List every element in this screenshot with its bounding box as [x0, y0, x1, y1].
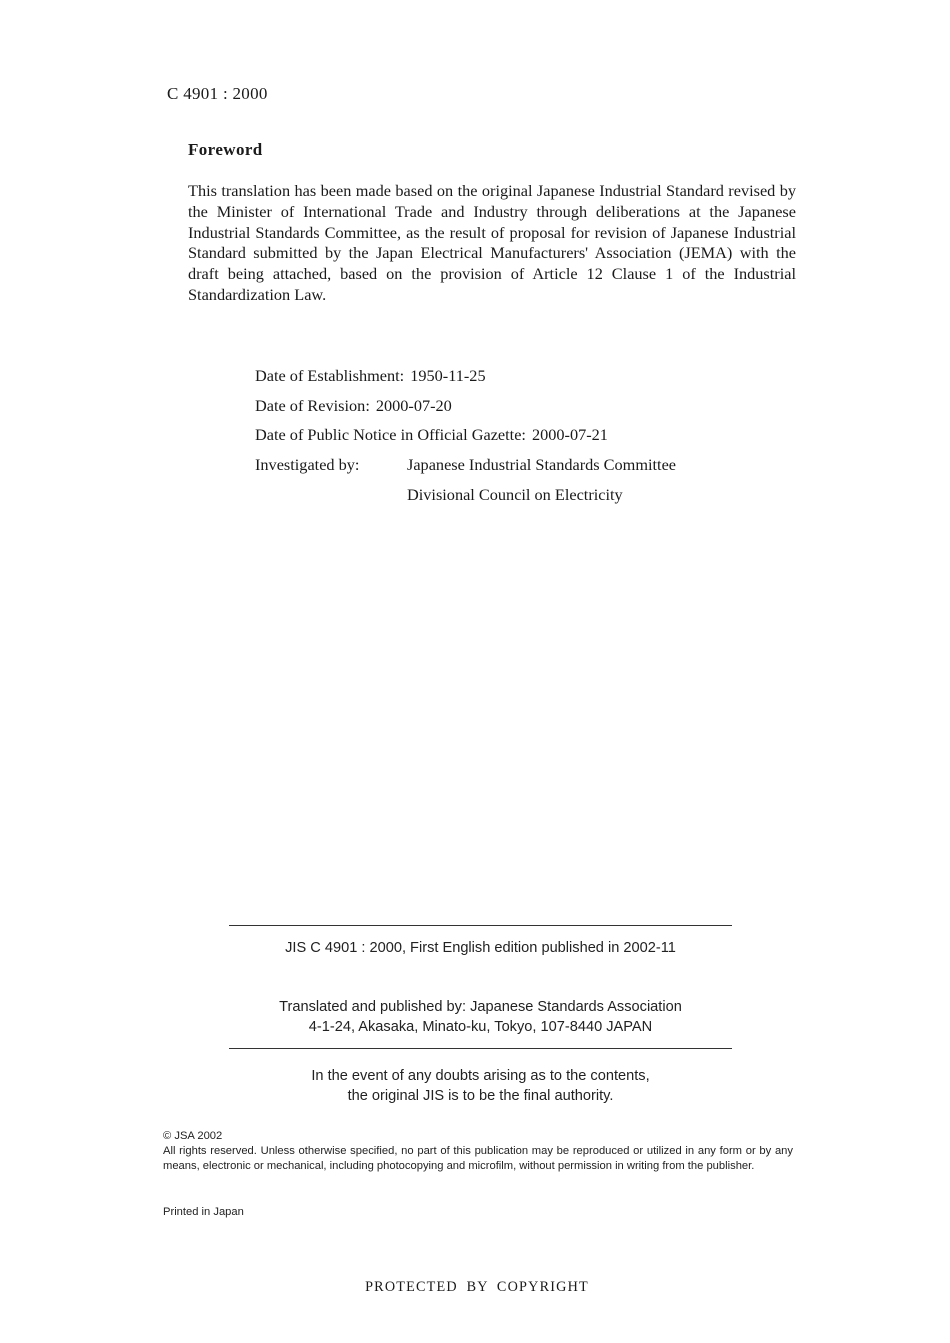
- publisher-line: Translated and published by: Japanese Standards Association: [279, 999, 682, 1015]
- copyright-notice: © JSA 2002: [163, 1130, 223, 1142]
- investigating-council: Divisional Council on Electricity: [407, 484, 623, 504]
- authority-note: [229, 1067, 732, 1106]
- printed-in: Printed in Japan: [163, 1206, 244, 1218]
- establishment-label: Date of Establishment:: [255, 366, 405, 385]
- public-notice-date: 2000-07-21: [531, 425, 608, 445]
- investigated-by-label: Investigated by:: [255, 455, 360, 475]
- publisher-address: 4-1-24, Akasaka, Minato-ku, Tokyo, 107-8440 JAPAN: [308, 1018, 653, 1035]
- revision-label: Date of Revision:: [255, 395, 370, 415]
- standard-details: [255, 364, 815, 512]
- authority-note-line2: the original JIS is to be the final authority.: [347, 1087, 614, 1104]
- rights-statement: All rights reserved. Unless otherwise specified, no part of this publication may be reproduced or utilized in any form or by any means, electronic or mechanical, including photocopying and microfilm, without permission in writing from the publisher.: [163, 1145, 793, 1173]
- standard-number: C 4901 : 2000: [167, 84, 268, 103]
- revision-date: 2000-07-20: [375, 395, 452, 415]
- public-notice-label: Date of Public Notice in Official Gazette:: [255, 425, 526, 445]
- foreword-title: Foreword: [188, 140, 263, 159]
- edition-note: JIS C 4901 : 2000, First English edition published in 2002-11: [285, 940, 676, 956]
- authority-note-line1: In the event of any doubts arising as to the contents,: [311, 1068, 650, 1084]
- publisher-block: [229, 998, 732, 1037]
- top-divider: [229, 925, 732, 926]
- investigating-committee: Japanese Industrial Standards Committee: [407, 455, 677, 475]
- public-notice-row: [255, 423, 815, 453]
- revision-row: [255, 394, 815, 424]
- investigated-by-row: [255, 453, 815, 483]
- bottom-divider: [229, 1048, 732, 1049]
- establishment-date: 1950-11-25: [410, 366, 486, 385]
- foreword-body: This translation has been made based on the original Japanese Industrial Standard revised by the Minister of International Trade and Industry through deliberations at the Japanese Industrial Standards Committee, as the result of proposal for revision of Japanese Industrial Standard submitted by the Japan Electrical Manufacturers' Association (JEMA) with the draft being attached, based on the provision of Article 12 Clause 1 of the Industrial Standardization Law.: [188, 181, 796, 304]
- establishment-row: [255, 364, 815, 394]
- protected-by-copyright: PROTECTED BY COPYRIGHT: [365, 1279, 589, 1295]
